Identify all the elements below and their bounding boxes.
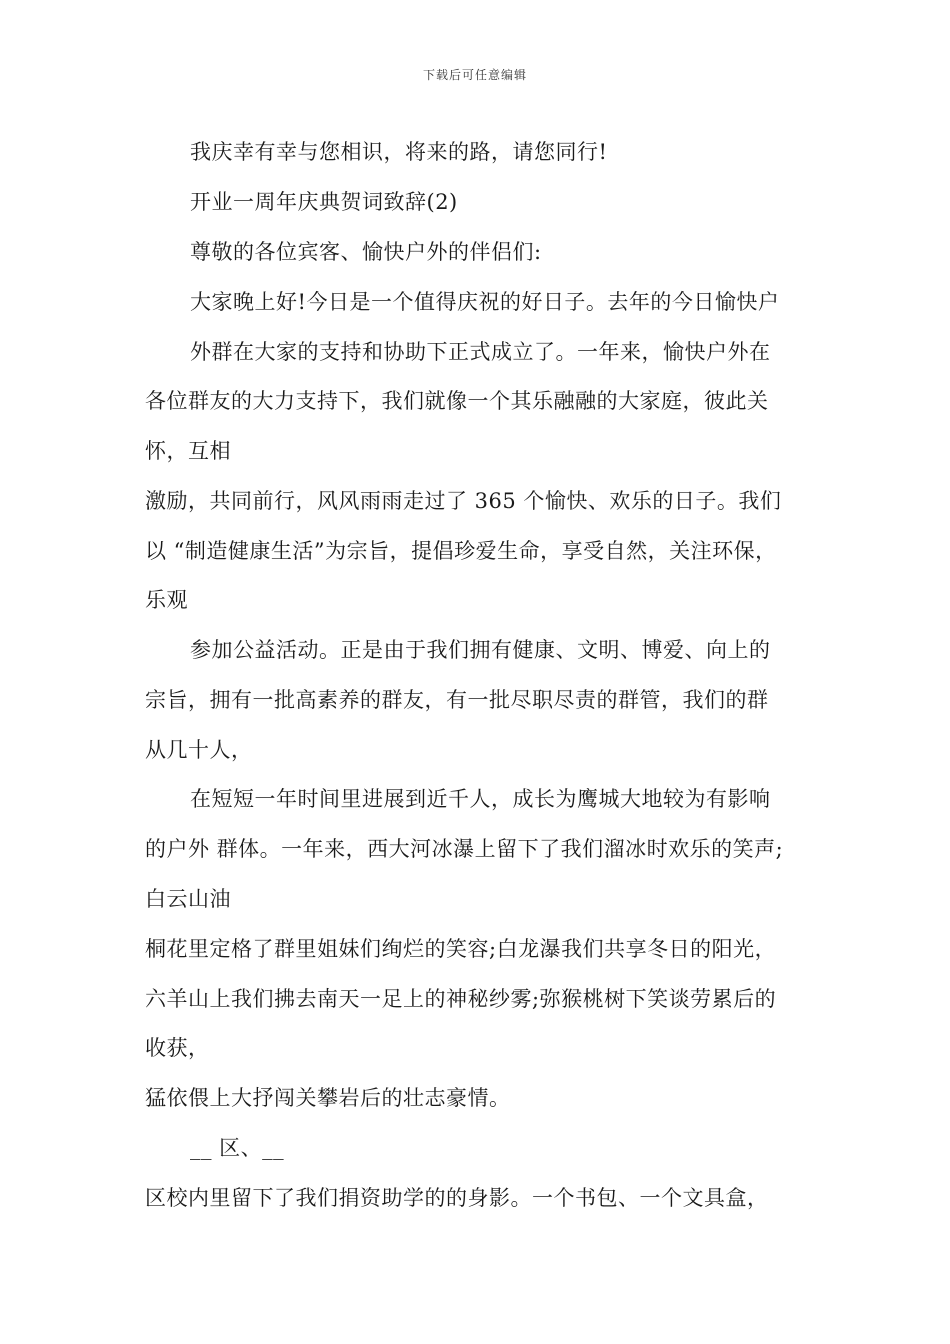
text-line: 大家晚上好!今日是一个值得庆祝的好日子。去年的今日愉快户 (190, 290, 780, 314)
text-line: 宗旨，拥有一批高素养的群友，有一批尽职尽责的群管，我们的群 (145, 688, 769, 712)
text-line: __ 区、__ (190, 1136, 285, 1160)
text-line: 外群在大家的支持和协助下正式成立了。一年来，愉快户外在 (190, 340, 771, 364)
section-title: 开业一周年庆典贺词致辞(2) (190, 190, 458, 214)
text-line: 桐花里定格了群里姐妹们绚烂的笑容;白龙瀑我们共享冬日的阳光， (145, 937, 777, 961)
text-line: 六羊山上我们拂去南天一足上的神秘纱雾;弥猴桃树下笑谈劳累后的 (145, 987, 777, 1011)
text-line: 收获， (145, 1036, 210, 1060)
text-line: 在短短一年时间里进展到近千人，成长为鹰城大地较为有影响 (190, 787, 771, 811)
text-line: 乐观 (145, 588, 188, 612)
text-line: 的户外 群体。一年来，西大河冰瀑上留下了我们溜冰时欢乐的笑声; (145, 837, 784, 861)
text-line: 怀，互相 (145, 439, 231, 463)
text-line: 各位群友的大力支持下，我们就像一个其乐融融的大家庭，彼此关 (145, 389, 769, 413)
text-line: 白云山油 (145, 887, 231, 911)
text-line: 猛依偎上大抒闯关攀岩后的壮志豪情。 (145, 1086, 511, 1110)
salutation: 尊敬的各位宾客、愉快户外的伴侣们: (190, 240, 542, 264)
text-line: 以 “制造健康生活”为宗旨，提倡珍爱生命，享受自然，关注环保， (145, 539, 777, 563)
text-line: 区校内里留下了我们捐资助学的的身影。一个书包、一个文具盒， (145, 1186, 769, 1210)
text-line: 参加公益活动。正是由于我们拥有健康、文明、博爱、向上的 (190, 638, 771, 662)
text-line: 我庆幸有幸与您相识，将来的路，请您同行! (190, 140, 608, 164)
text-line: 从几十人， (145, 738, 253, 762)
text-line: 激励，共同前行，风风雨雨走过了 365 个愉快、欢乐的日子。我们 (145, 489, 782, 513)
page-header: 下载后可任意编辑 (422, 68, 527, 82)
